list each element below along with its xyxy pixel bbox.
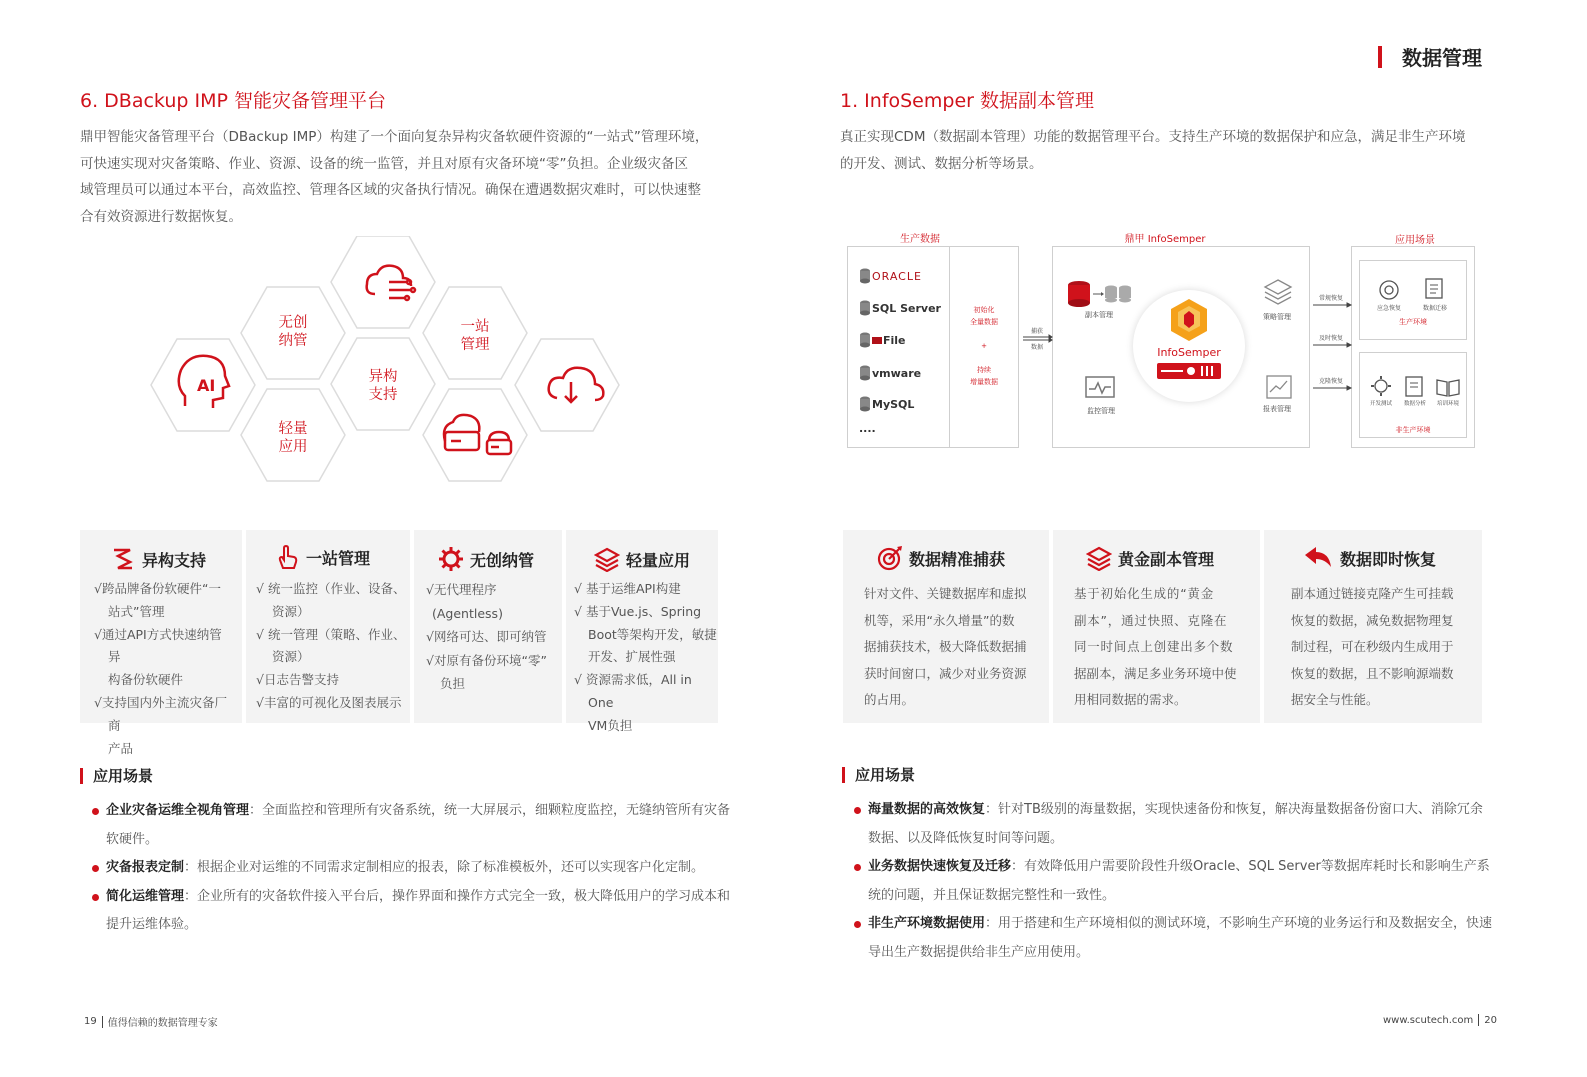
- scenario-text: ：用于搭建和生产环境相似的测试环境，不影响生产环境的业务运行和及数据安全，快速: [985, 916, 1493, 931]
- card-item: √对原有备份环境“零”: [426, 652, 547, 668]
- arrow-label: 克隆恢复: [1318, 378, 1343, 385]
- right-intro: [840, 124, 1490, 177]
- card-title: 无创纳管: [470, 550, 535, 570]
- database-icon: [859, 396, 871, 412]
- hexagon-graphics: [145, 236, 625, 486]
- card-item: √网络可达、即可纳管: [426, 629, 547, 644]
- hex-devices: [423, 389, 527, 481]
- card-item: 站式”管理: [108, 603, 165, 619]
- page-number: 19: [84, 1016, 97, 1027]
- footer-site: www.scutech.com: [1383, 1014, 1474, 1026]
- database-icon: [859, 332, 871, 348]
- card-item: 产品: [108, 740, 134, 756]
- data-migration-icon: [1423, 276, 1445, 300]
- source-oracle: [859, 268, 922, 284]
- hex-label-yigou: [353, 368, 413, 404]
- heterogeneous-icon: [110, 546, 136, 572]
- hex-label-line: 管理: [460, 337, 490, 353]
- card-text-line: 制过程，可在秒级内生成用于: [1291, 639, 1454, 654]
- center-label: InfoSemper: [1157, 346, 1221, 359]
- card-item: √ 资源需求低，All in One: [574, 672, 692, 710]
- scenario-mini-label: 数据分析: [1403, 401, 1426, 407]
- right-title: 1. InfoSemper 数据副本管理: [840, 90, 1094, 112]
- card-text-line: 针对文件、关键数据库和虚拟: [864, 586, 1027, 601]
- card-item: 开发、扩展性强: [588, 649, 676, 665]
- prod-env-label: 生产环境: [1399, 318, 1427, 326]
- left-intro: [80, 124, 740, 230]
- card-item: 负担: [440, 676, 466, 691]
- policy-layers-icon: [1263, 278, 1293, 308]
- card-item: √跨品牌备份软硬件“一: [94, 581, 221, 596]
- scenario-item: [92, 854, 732, 883]
- scenario-bold: 海量数据的高效恢复: [868, 802, 986, 817]
- diagram-col-title: 生产数据: [900, 234, 940, 245]
- scenario-bold: 灾备报表定制: [106, 860, 185, 875]
- scenario-item: [854, 796, 1494, 853]
- tiny-line: 持续: [977, 366, 991, 374]
- layers-icon: [1086, 545, 1112, 571]
- card-item: √丰富的可视化及图表展示: [256, 694, 402, 710]
- tiny-line: 初始化: [973, 306, 995, 314]
- scenario-bold: 业务数据快速恢复及迁移: [868, 859, 1012, 874]
- card-item: 资源）: [272, 603, 310, 619]
- source-label: ORACLE: [872, 269, 922, 283]
- dev-test-gear-icon: [1369, 374, 1393, 398]
- card-text-line: 获时间窗口，减少对业务资源: [864, 665, 1027, 681]
- card-item: VM负担: [588, 717, 633, 733]
- scenario-mini-label: 数据迁移: [1422, 305, 1447, 312]
- footer-divider: [1478, 1014, 1479, 1026]
- card-text-line: 据捕获技术，极大降低数据捕: [864, 639, 1027, 654]
- scenario-item: [92, 797, 732, 854]
- layers-icon: [594, 546, 620, 572]
- card-list-onestop: [256, 578, 406, 715]
- card-text-line: 用相同数据的需求。: [1074, 692, 1187, 707]
- section-tag-bar: [1378, 46, 1382, 68]
- copy-mgmt-label: 副本管理: [1085, 311, 1113, 319]
- heading-bar: [80, 768, 83, 784]
- footer-slogan: 值得信赖的数据管理专家: [107, 1018, 218, 1029]
- nonprod-env-label: 非生产环境: [1395, 426, 1431, 434]
- report-mgmt-label: 报表管理: [1263, 405, 1291, 413]
- hex-label-line: 纳管: [278, 333, 308, 349]
- arrow-label: 常规恢复: [1318, 295, 1343, 302]
- card-text-instant-recovery: [1291, 581, 1471, 714]
- card-item: Boot等架构开发，敏捷: [588, 626, 717, 642]
- policy-mgmt-label: 策略管理: [1263, 313, 1291, 321]
- production-divider: [949, 246, 950, 448]
- card-text-golden-copy: [1074, 581, 1246, 714]
- analysis-doc-icon: [1403, 374, 1425, 398]
- card-item: √ 基于Vue.js、Spring: [574, 603, 702, 619]
- left-intro-line: 鼎甲智能灾备管理平台（DBackup IMP）构建了一个面向复杂异构灾备软硬件资源的“一站式”管理环境，: [80, 129, 709, 145]
- card-title: 一站管理: [306, 548, 371, 568]
- scenario-cont: 数据、以及降低恢复时间等问题。: [868, 830, 1064, 846]
- source-label: File: [883, 333, 906, 347]
- card-head-lightweight: [594, 546, 690, 572]
- tiny-line: 捕获: [1030, 328, 1043, 335]
- page-number: 20: [1484, 1014, 1498, 1026]
- database-icon: [859, 365, 871, 381]
- scenario-bold: 非生产环境数据使用: [868, 916, 986, 931]
- database-icon: [859, 268, 871, 284]
- capture-arrows: [1021, 328, 1053, 348]
- card-head-onestop: [274, 544, 370, 570]
- card-head-noninvasive: [438, 546, 534, 572]
- hex-label-qingliang: [263, 420, 323, 456]
- scenario-cont: 软硬件。: [106, 831, 159, 847]
- report-icon: [1265, 374, 1293, 402]
- init-full-label: [957, 304, 1011, 328]
- source-sqlserver: [859, 300, 941, 316]
- scenario-item: [854, 910, 1494, 967]
- copy-management-icon: [1067, 280, 1131, 310]
- scenario-cont: 提升运维体验。: [106, 917, 198, 932]
- scenario-title: 应用场景: [855, 766, 916, 784]
- incr-label: [957, 364, 1011, 388]
- card-title: 数据即时恢复: [1340, 549, 1437, 569]
- card-head-golden-copy: [1086, 545, 1214, 571]
- hex-label-line: 支持: [368, 387, 398, 403]
- infosemper-diagram: [845, 228, 1477, 452]
- source-more: ....: [859, 422, 876, 435]
- scenario-cont: 导出生产数据提供给非生产应用使用。: [868, 944, 1090, 960]
- scenario-text: ：根据企业对运维的不同需求定制相应的报表，除了标准模板外，还可以实现客户化定制。: [184, 860, 705, 875]
- scenario-item: [92, 883, 732, 940]
- plus-label: +: [981, 342, 987, 350]
- card-item: 资源）: [272, 649, 310, 665]
- card-text-line: 恢复的数据，减免数据物理复: [1291, 612, 1454, 628]
- server-bar: [1206, 366, 1208, 376]
- hex-label-yizhan: [445, 318, 505, 354]
- hex-label-line: 无创: [278, 315, 308, 331]
- card-text-line: 据副本，满足多业务环境中使: [1074, 665, 1237, 681]
- card-item: √ 统一监控（作业、设备、: [256, 581, 406, 596]
- hex-label-wuchuang: [263, 314, 323, 350]
- section-tag: [1378, 42, 1482, 71]
- source-label: vmware: [872, 366, 922, 380]
- card-title: 黄金副本管理: [1118, 549, 1215, 569]
- hex-cloud-top: [331, 236, 435, 328]
- card-title: 数据精准捕获: [909, 549, 1006, 569]
- scenario-item: [854, 853, 1494, 910]
- database-icon: [859, 300, 871, 316]
- footer-right: [1383, 1014, 1497, 1026]
- scenario-cont: 统的问题，并且保证数据完整性和一致性。: [868, 887, 1116, 903]
- heading-bar: [842, 767, 845, 783]
- hexagon-cluster: [145, 236, 625, 486]
- server-bar: [1211, 366, 1213, 376]
- hex-label-line: 轻量: [278, 421, 308, 437]
- section-tag-text: 数据管理: [1402, 46, 1482, 70]
- monitor-mgmt-label: 监控管理: [1087, 407, 1115, 415]
- source-label: MySQL: [872, 397, 915, 411]
- tiny-line: 数据: [1030, 344, 1043, 351]
- card-text-line: 机等，采用“永久增量”的数: [864, 612, 1015, 628]
- scenario-text: ：针对TB级别的海量数据，实现快速备份和恢复，解决海量数据备份窗口大、消除冗余: [985, 802, 1483, 817]
- scenario-mini-label: 开发测试: [1369, 401, 1392, 407]
- scenario-text: ：全面监控和管理所有灾备系统，统一大屏展示，细颗粒度监控，无缝纳管所有灾备: [249, 803, 731, 818]
- card-list-noninvasive: [426, 578, 562, 696]
- server-bar: [1201, 366, 1203, 376]
- footer-left: [84, 1014, 218, 1029]
- scenario-bold: 企业灾备运维全视角管理: [106, 803, 250, 818]
- card-text-line: 副 本 ” ， 通 过 快 照 、 克 隆 在: [1074, 612, 1225, 628]
- card-item: √支持国内外主流灾备厂商: [94, 694, 227, 733]
- card-text-line: 恢复的数据，且不影响源端数: [1291, 665, 1454, 681]
- left-intro-line: 可快速实现对灾备策略、作业、资源、设备的统一监管，并且对原有灾备环境“零”负担。企业级灾备区: [80, 155, 688, 172]
- ai-text: AI: [197, 376, 216, 395]
- card-title: 异构支持: [142, 550, 207, 570]
- hex-label-line: 一站: [460, 319, 490, 335]
- diagram-col-title: 应用场景: [1395, 235, 1435, 246]
- diagram-col-title: 鼎甲 InfoSemper: [1124, 234, 1206, 245]
- folder-icon: [872, 337, 882, 344]
- source-mysql: [859, 396, 914, 412]
- card-item: (Agentless): [432, 605, 503, 621]
- training-book-icon: [1435, 376, 1461, 398]
- card-list-lightweight: [574, 578, 718, 738]
- right-scenario-heading: [842, 764, 915, 785]
- hex-cloud-right: [515, 339, 619, 431]
- server-light: [1187, 367, 1195, 375]
- emergency-recovery-icon: [1377, 278, 1401, 302]
- card-text-line: 基 于 初 始 化 生 成 的 “ 黄 金: [1074, 586, 1212, 601]
- hex-label-line: 应用: [278, 439, 308, 455]
- card-list-heterogeneous: [94, 578, 234, 760]
- scenario-mini-label: 培训环境: [1436, 401, 1459, 407]
- card-item: √ 基于运维API构建: [574, 581, 681, 596]
- card-head-instant-recovery: [1302, 545, 1436, 571]
- source-file: [859, 332, 906, 348]
- card-text-line: 同 一 时 间 点 上 创 建 出 多 个 数: [1074, 639, 1231, 654]
- left-scenario-heading: [80, 765, 153, 786]
- card-head-heterogeneous: [110, 546, 206, 572]
- left-title: 6. DBackup IMP 智能灾备管理平台: [80, 90, 386, 112]
- card-text-capture: [864, 581, 1036, 714]
- right-scenario-list: [854, 796, 1494, 967]
- hand-pointer-icon: [274, 544, 300, 570]
- card-item: √通过API方式快速纳管异: [94, 626, 222, 665]
- left-intro-line: 合有效资源进行数据恢复。: [80, 208, 242, 225]
- scenario-text: ：有效降低用户需要阶段性升级Oracle、SQL Server等数据库耗时长和影响生产系: [1011, 859, 1490, 874]
- tiny-line: 全量数据: [970, 318, 998, 326]
- scenario-title: 应用场景: [93, 767, 154, 785]
- tiny-line: 增量数据: [970, 378, 998, 386]
- right-intro-line: 真正实现CDM（数据副本管理）功能的数据管理平台。支持生产环境的数据保护和应急，满足非生产环境: [840, 129, 1466, 145]
- hex-label-line: 异构: [368, 369, 398, 385]
- cdm-logo-icon: [1169, 298, 1209, 342]
- arrow-label: 及时恢复: [1318, 335, 1343, 342]
- card-text-line: 的占用。: [864, 692, 915, 707]
- target-icon: [877, 545, 903, 571]
- gear-icon: [438, 546, 464, 572]
- left-scenario-list: [92, 797, 732, 940]
- scenario-text: ：企业所有的灾备软件接入平台后，操作界面和操作方式完全一致，极大降低用户的学习成本和: [184, 888, 731, 904]
- server-icon: [1157, 363, 1221, 379]
- return-arrow-icon: [1302, 545, 1334, 571]
- right-intro-line: 的开发、测试、数据分析等场景。: [840, 155, 1043, 172]
- source-label: SQL Server: [872, 301, 941, 315]
- monitor-icon: [1085, 376, 1115, 402]
- prod-env-box: [1359, 260, 1467, 340]
- card-item: 构备份软硬件: [108, 672, 184, 688]
- scenario-mini-label: 应急恢复: [1376, 305, 1401, 312]
- left-intro-line: 域管理员可以通过本平台，高效监控、管理各区域的灾备执行情况。确保在遭遇数据灾难时，可以快速整: [80, 182, 701, 198]
- source-vmware: [859, 365, 921, 381]
- card-head-capture: [877, 545, 1005, 571]
- scenario-bold: 简化运维管理: [106, 888, 185, 904]
- footer-divider: [102, 1016, 103, 1028]
- card-text-line: 据安全与性能。: [1291, 692, 1379, 707]
- card-item: √日志告警支持: [256, 672, 339, 688]
- card-item: √ 统一管理（策略、作业、: [256, 626, 406, 642]
- card-text-line: 副本通过链接克隆产生可挂载: [1291, 586, 1454, 601]
- card-item: √无代理程序: [426, 582, 497, 597]
- card-title: 轻量应用: [626, 550, 691, 570]
- server-slot: [1161, 370, 1183, 372]
